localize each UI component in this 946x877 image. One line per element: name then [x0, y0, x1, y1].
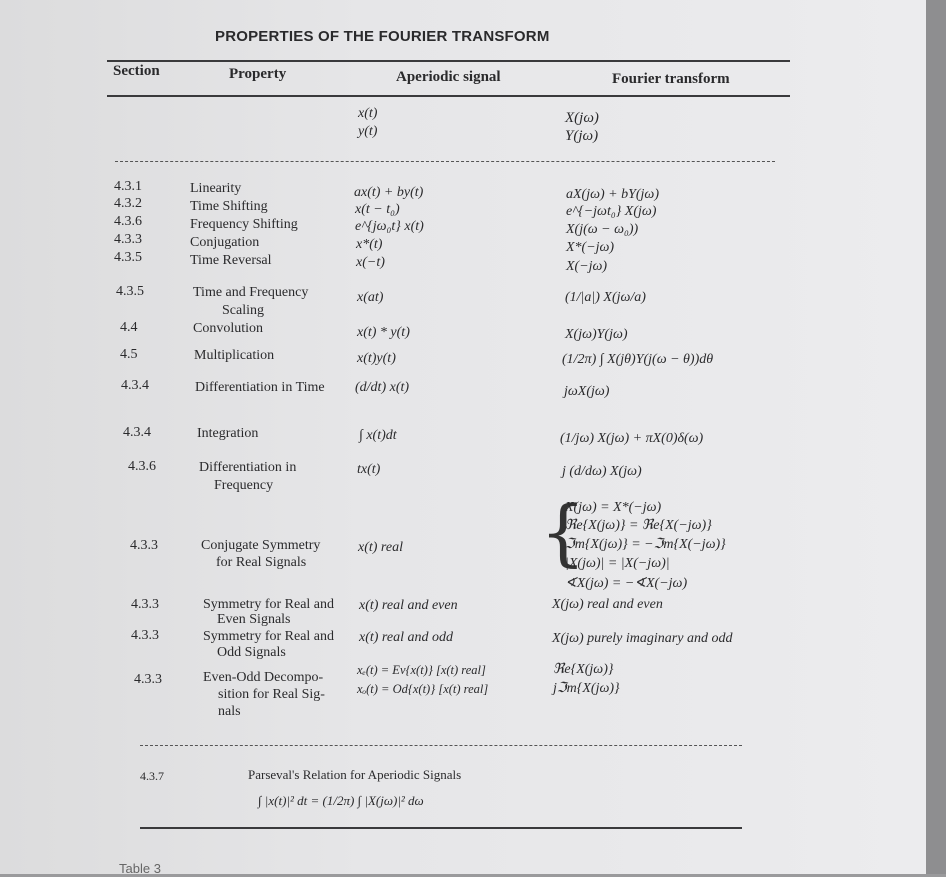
row-section: 4.3.3 [134, 672, 162, 687]
row-property: Multiplication [194, 348, 275, 363]
transform-y: Y(jω) [565, 128, 599, 144]
row-property: Integration [197, 426, 259, 441]
signal-x: x(t) [358, 106, 378, 121]
row-signal: x(−t) [356, 255, 385, 270]
row-transform: (1/2π) ∫ X(jθ)Y(j(ω − θ))dθ [562, 352, 714, 367]
transform-line: ℑm{X(jω)} = −ℑm{X(−jω)} [565, 537, 726, 552]
row-property: Time Reversal [190, 253, 272, 268]
signal-y: y(t) [358, 124, 378, 139]
row-property-cont: Odd Signals [217, 645, 286, 660]
row-signal: (d/dt) x(t) [355, 380, 410, 395]
row-property: Conjugation [190, 235, 260, 250]
row-signal: x(t) real [358, 540, 403, 555]
row-section: 4.3.4 [121, 378, 149, 393]
row-section: 4.5 [120, 347, 138, 362]
row-section: 4.3.6 [114, 214, 142, 229]
transform-x: X(jω) [565, 110, 599, 126]
section-divider-dashed [115, 161, 775, 162]
parseval-formula: ∫ |x(t)|² dt = (1/2π) ∫ |X(jω)|² dω [258, 793, 424, 808]
row-property-cont: Scaling [222, 303, 264, 318]
row-property: Even-Odd Decompo- [203, 670, 324, 685]
row-property: Differentiation in [199, 460, 297, 475]
row-section: 4.3.5 [114, 250, 142, 265]
row-signal: ax(t) + by(t) [354, 185, 424, 200]
page-edge-shadow [926, 0, 946, 874]
row-section: 4.3.4 [123, 425, 151, 440]
header-fourier-transform: Fourier transform [612, 71, 730, 87]
row-transform: X*(−jω) [566, 240, 615, 255]
table-bottom-rule [140, 827, 742, 829]
row-section: 4.3.3 [114, 232, 142, 247]
row-section: 4.4 [120, 320, 138, 335]
row-transform: jωX(jω) [564, 384, 610, 399]
row-section: 4.3.3 [130, 538, 158, 553]
section-divider-dashed [140, 745, 742, 746]
row-signal: xₑ(t) = Ev{x(t)} [x(t) real] [357, 663, 486, 677]
row-transform: aX(jω) + bY(jω) [566, 187, 659, 202]
table-caption: Table 3 [119, 861, 161, 876]
row-property-cont: for Real Signals [216, 555, 307, 570]
parseval-section: 4.3.7 [140, 769, 164, 783]
row-transform: (1/jω) X(jω) + πX(0)δ(ω) [560, 431, 704, 446]
row-signal: x(t) * y(t) [357, 325, 410, 340]
header-property: Property [229, 66, 287, 82]
row-signal: x(t) real and even [359, 598, 458, 613]
row-transform: jℑm{X(jω)} [553, 681, 620, 696]
row-signal: x(t − t₀) [355, 202, 400, 217]
row-property-cont: nals [218, 704, 241, 719]
row-property-cont: Frequency [214, 478, 274, 493]
row-section: 4.3.3 [131, 628, 159, 643]
row-property: Time Shifting [190, 199, 268, 214]
row-property: Linearity [190, 181, 242, 196]
table-title: PROPERTIES OF THE FOURIER TRANSFORM [215, 28, 550, 45]
row-property: Differentiation in Time [195, 380, 325, 395]
row-section: 4.3.3 [131, 597, 159, 612]
row-transform: X(jω) real and even [552, 597, 663, 612]
row-signal: xₒ(t) = Od{x(t)} [x(t) real] [357, 682, 489, 696]
left-brace: { [540, 490, 586, 574]
parseval-label: Parseval's Relation for Aperiodic Signals [248, 767, 462, 782]
row-property-cont: sition for Real Sig- [218, 687, 325, 702]
row-signal: e^{jω₀t} x(t) [355, 219, 424, 234]
row-property: Symmetry for Real and [203, 597, 335, 612]
row-transform: X(jω)Y(jω) [565, 327, 628, 342]
row-signal: x(t) real and odd [359, 630, 453, 645]
row-property: Frequency Shifting [190, 217, 298, 232]
row-section: 4.3.5 [116, 284, 144, 299]
header-top-rule [107, 60, 790, 62]
transform-line: X(jω) = X*(−jω) [565, 500, 662, 515]
row-property-cont: Even Signals [217, 612, 291, 627]
transform-line: ℜe{X(jω)} = ℜe{X(−jω)} [565, 518, 712, 533]
row-transform: e^{−jωt₀} X(jω) [566, 204, 657, 219]
row-transform: ℜe{X(jω)} [553, 662, 614, 677]
header-aperiodic-signal: Aperiodic signal [396, 69, 501, 85]
row-transform: X(−jω) [566, 259, 608, 274]
transform-line: ∢X(jω) = −∢X(−jω) [565, 576, 688, 591]
row-property: Conjugate Symmetry [201, 538, 321, 553]
row-signal: x(t)y(t) [357, 351, 396, 366]
row-property: Symmetry for Real and [203, 629, 335, 644]
row-signal: tx(t) [357, 462, 381, 477]
row-signal: x(at) [357, 290, 384, 305]
row-signal: x*(t) [356, 237, 383, 252]
row-section: 4.3.6 [128, 459, 156, 474]
row-section: 4.3.2 [114, 196, 142, 211]
row-transform: X(jω) purely imaginary and odd [552, 631, 733, 646]
row-property: Time and Frequency [193, 285, 309, 300]
row-signal: ∫ x(t)dt [359, 428, 397, 443]
header-bottom-rule [107, 95, 790, 97]
row-property: Convolution [193, 321, 264, 336]
row-section: 4.3.1 [114, 179, 142, 194]
row-transform: X(j(ω − ω₀)) [566, 222, 639, 237]
row-transform: (1/|a|) X(jω/a) [565, 290, 646, 305]
row-transform: j (d/dω) X(jω) [562, 464, 642, 479]
transform-line: |X(jω)| = |X(−jω)| [565, 556, 670, 571]
header-section: Section [113, 63, 160, 79]
